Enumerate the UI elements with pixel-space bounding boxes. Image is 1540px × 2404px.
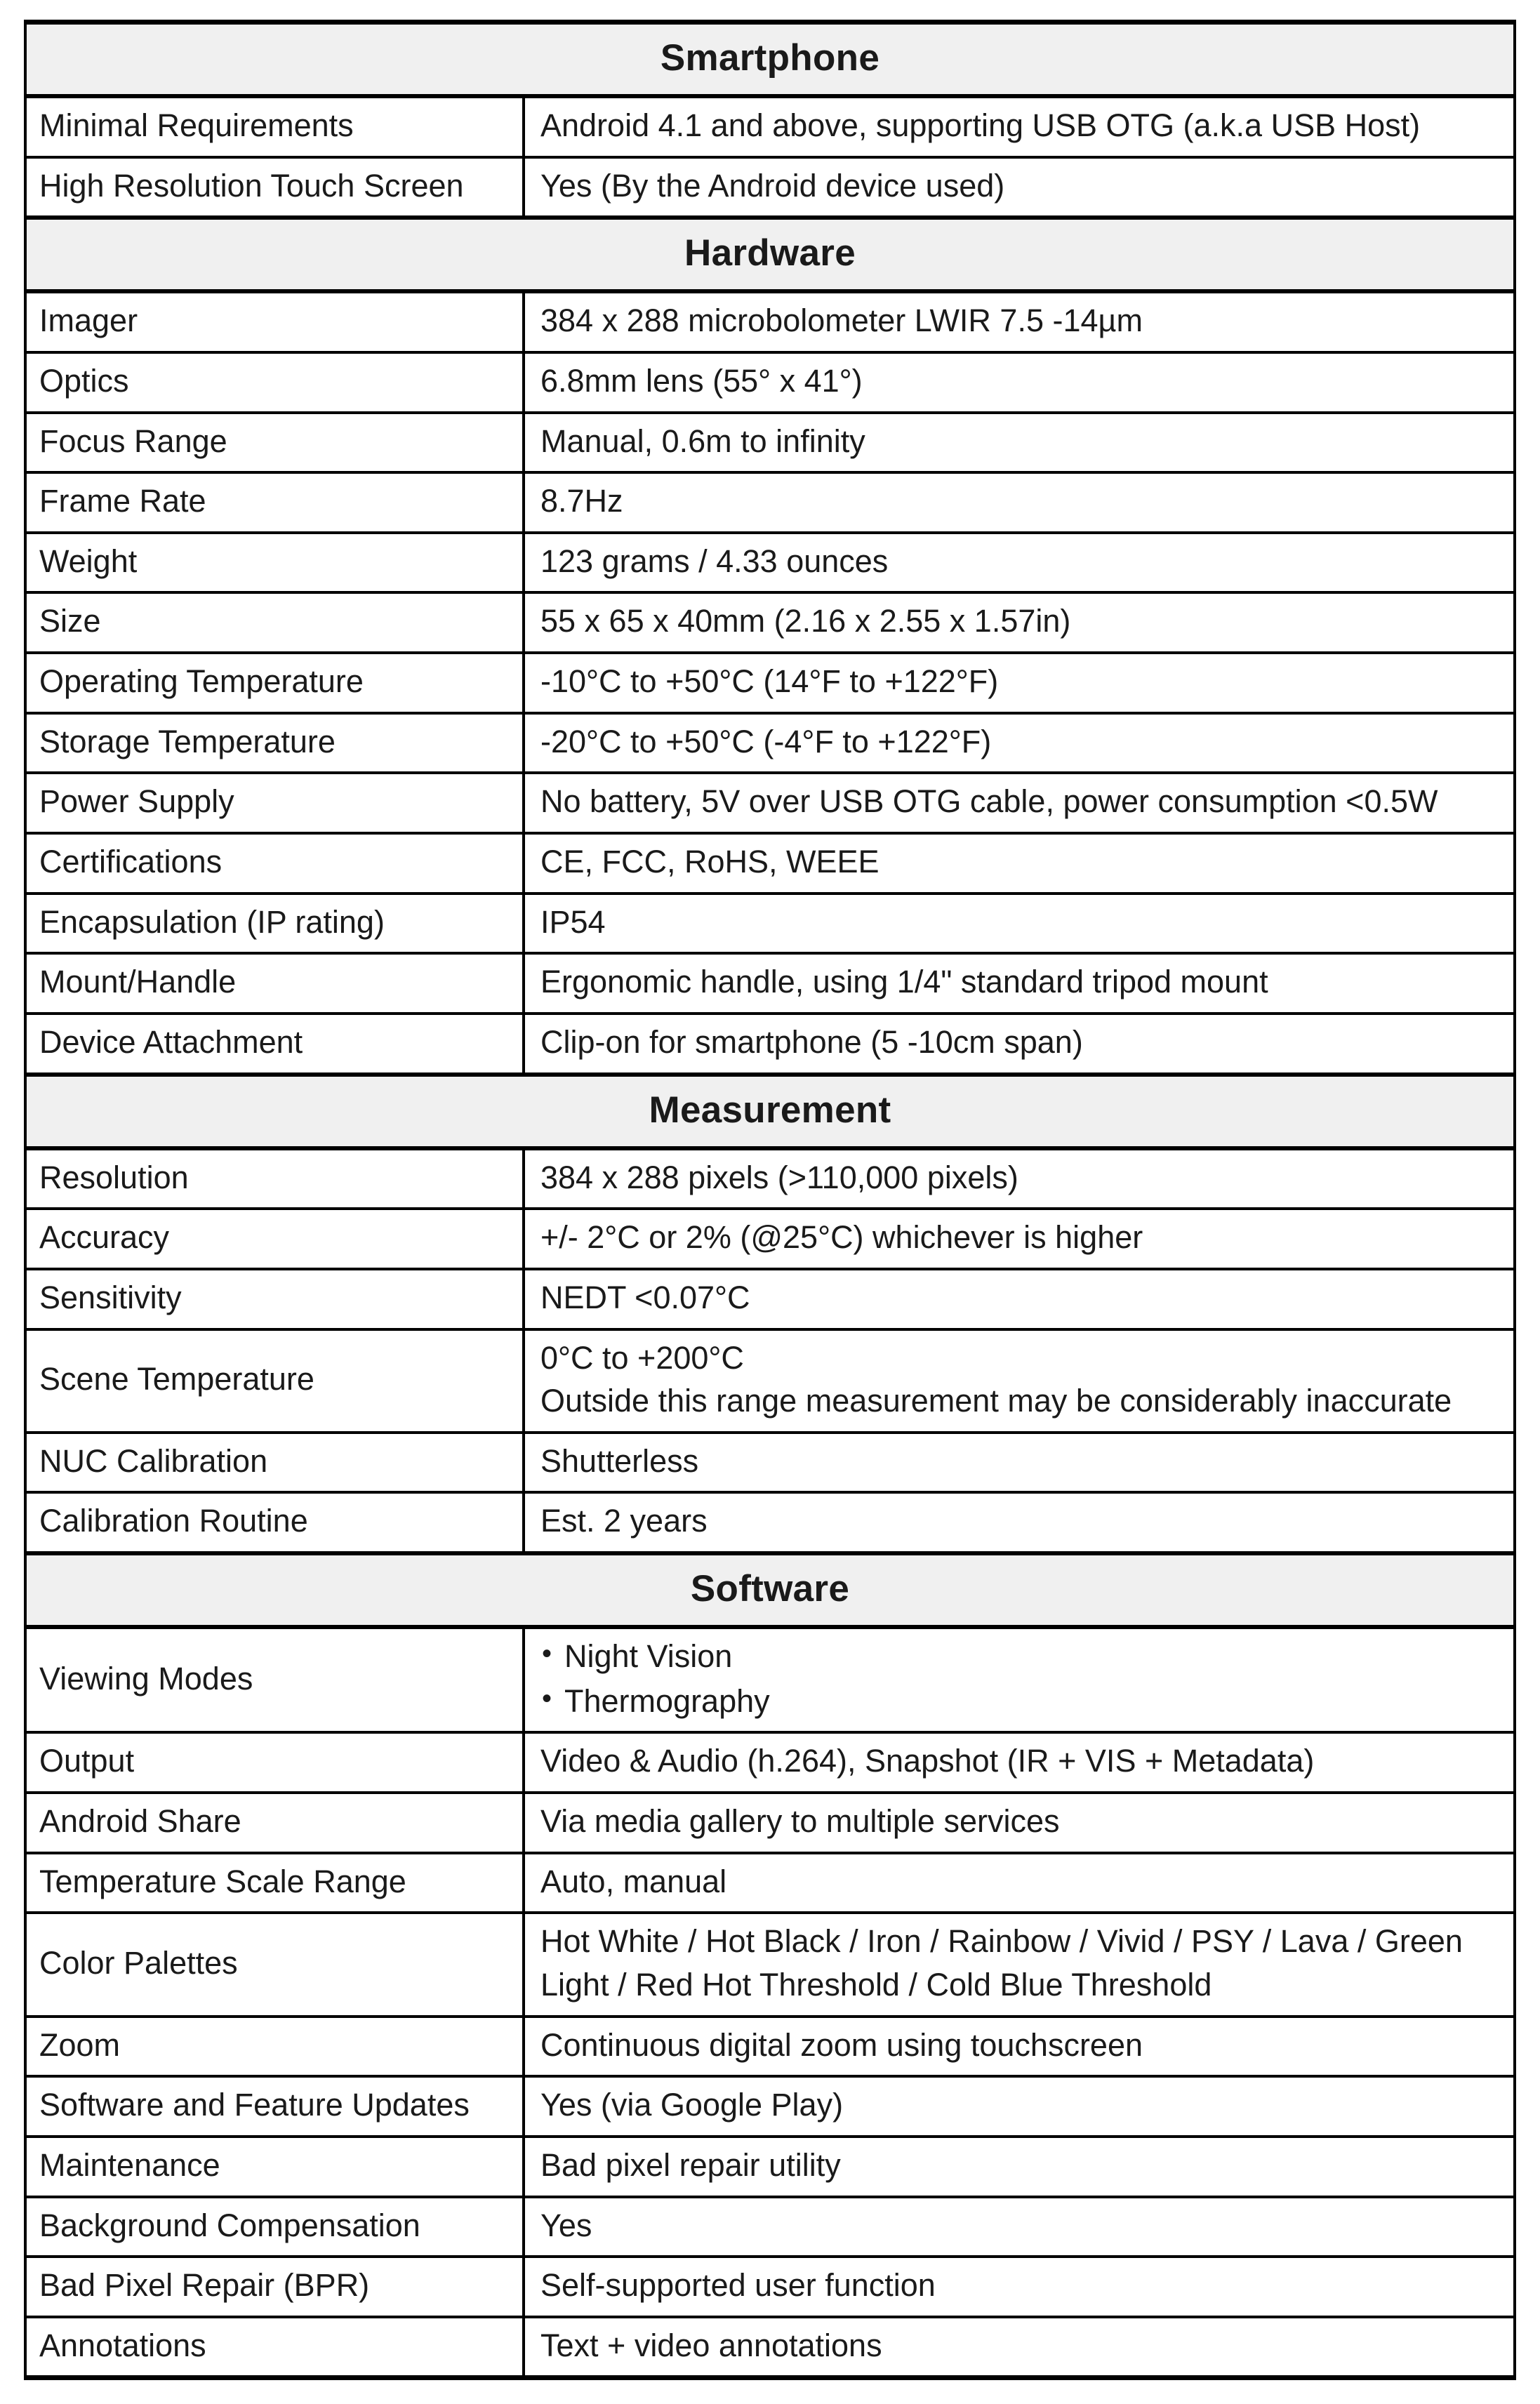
spec-label: Background Compensation — [25, 2197, 524, 2257]
spec-label: Viewing Modes — [25, 1627, 524, 1732]
table-row — [25, 1148, 1515, 1209]
spec-value-multiline — [540, 1923, 1502, 2003]
spec-value: CE, FCC, RoHS, WEEE — [524, 833, 1515, 894]
spec-value-line: Hot White / Hot Black / Iron / Rainbow / Vivid / PSY / Lava / Green — [540, 1923, 1463, 1960]
spec-label: Accuracy — [25, 1209, 524, 1269]
spec-value: Yes (By the Android device used) — [524, 157, 1515, 218]
section-header-software: Software — [25, 1553, 1515, 1627]
table-row — [25, 1209, 1515, 1269]
spec-value: Yes — [524, 2197, 1515, 2257]
spec-value: NEDT <0.07°C — [524, 1269, 1515, 1329]
table-row — [25, 713, 1515, 773]
specification-table — [24, 20, 1516, 2380]
table-row — [25, 96, 1515, 157]
spec-label: Zoom — [25, 2017, 524, 2077]
spec-label: Annotations — [25, 2317, 524, 2378]
table-row — [25, 1627, 1515, 1732]
spec-value: Est. 2 years — [524, 1492, 1515, 1553]
table-row — [25, 157, 1515, 218]
spec-value: Via media gallery to multiple services — [524, 1793, 1515, 1853]
section-header-smartphone: Smartphone — [25, 22, 1515, 97]
spec-value: Bad pixel repair utility — [524, 2137, 1515, 2197]
table-row — [25, 2197, 1515, 2257]
table-row — [25, 1853, 1515, 1913]
table-row — [25, 2257, 1515, 2317]
table-row — [25, 352, 1515, 413]
spec-label: Sensitivity — [25, 1269, 524, 1329]
spec-value: Text + video annotations — [540, 2327, 882, 2363]
spec-label: NUC Calibration — [25, 1433, 524, 1493]
section-header-row — [25, 1553, 1515, 1627]
table-row — [25, 1014, 1515, 1075]
spec-value: Manual, 0.6m to infinity — [524, 413, 1515, 473]
table-row — [25, 1793, 1515, 1853]
spec-label: Focus Range — [25, 413, 524, 473]
table-row — [25, 894, 1515, 954]
spec-value-line: Outside this range measurement may be considerably inaccurate — [540, 1383, 1452, 1419]
spec-label: Output — [25, 1732, 524, 1793]
table-row — [25, 2017, 1515, 2077]
spec-label: Minimal Requirements — [25, 96, 524, 157]
spec-label: Encapsulation (IP rating) — [25, 894, 524, 954]
spec-value: 55 x 65 x 40mm (2.16 x 2.55 x 1.57in) — [524, 592, 1515, 653]
spec-value — [524, 1913, 1515, 2016]
table-row — [25, 833, 1515, 894]
table-row — [25, 953, 1515, 1014]
spec-value: 384 x 288 pixels (>110,000 pixels) — [524, 1148, 1515, 1209]
spec-label: Weight — [25, 533, 524, 593]
table-row — [25, 413, 1515, 473]
spec-label: Color Palettes — [25, 1913, 524, 2016]
spec-value: Continuous digital zoom using touchscreen — [524, 2017, 1515, 2077]
spec-label: Bad Pixel Repair (BPR) — [25, 2257, 524, 2317]
spec-value: 8.7Hz — [524, 472, 1515, 533]
spec-label: Size — [25, 592, 524, 653]
spec-label: Software and Feature Updates — [25, 2076, 524, 2137]
spec-value: Shutterless — [524, 1433, 1515, 1493]
section-header-hardware: Hardware — [25, 218, 1515, 291]
spec-value: Ergonomic handle, using 1/4" standard tripod mount — [524, 953, 1515, 1014]
spec-value: -10°C to +50°C (14°F to +122°F) — [524, 653, 1515, 713]
spec-label: Resolution — [25, 1148, 524, 1209]
section-header-row — [25, 218, 1515, 291]
spec-value — [524, 1329, 1515, 1433]
spec-label: Storage Temperature — [25, 713, 524, 773]
spec-value: 123 grams / 4.33 ounces — [524, 533, 1515, 593]
spec-value: Yes (via Google Play) — [524, 2076, 1515, 2137]
table-row — [25, 472, 1515, 533]
list-item: • Night Vision — [540, 1638, 1502, 1675]
table-row — [25, 2076, 1515, 2137]
spec-label: Device Attachment — [25, 1014, 524, 1075]
section-header-row — [25, 1075, 1515, 1148]
table-row — [25, 1269, 1515, 1329]
spec-value: 6.8mm lens (55° x 41°) — [524, 352, 1515, 413]
section-header-measurement: Measurement — [25, 1075, 1515, 1148]
table-row — [25, 291, 1515, 352]
spec-label: Imager — [25, 291, 524, 352]
table-row — [25, 1492, 1515, 1553]
table-row — [25, 1433, 1515, 1493]
spec-value: No battery, 5V over USB OTG cable, power consumption <0.5W — [524, 773, 1515, 833]
spec-label: Android Share — [25, 1793, 524, 1853]
spec-label: Optics — [25, 352, 524, 413]
table-row — [25, 1732, 1515, 1793]
spec-value-line: 0°C to +200°C — [540, 1339, 744, 1376]
table-row — [25, 533, 1515, 593]
list-item: • Thermography — [540, 1683, 1502, 1720]
table-row — [25, 2317, 1515, 2378]
spec-label: Frame Rate — [25, 472, 524, 533]
spec-label: Operating Temperature — [25, 653, 524, 713]
spec-value: Android 4.1 and above, supporting USB OTG (a.k.a USB Host) — [524, 96, 1515, 157]
table-row — [25, 653, 1515, 713]
spec-value: IP54 — [524, 894, 1515, 954]
spec-value: +/- 2°C or 2% (@25°C) whichever is higher — [524, 1209, 1515, 1269]
spec-value: Auto, manual — [524, 1853, 1515, 1913]
spec-label: Power Supply — [25, 773, 524, 833]
spec-value: -20°C to +50°C (-4°F to +122°F) — [524, 713, 1515, 773]
table-row — [25, 1329, 1515, 1433]
table-row — [25, 2137, 1515, 2197]
table-row — [25, 1913, 1515, 2016]
spec-value-multiline — [540, 1340, 1502, 1420]
specification-table-body — [25, 22, 1515, 2378]
spec-value — [524, 1627, 1515, 1732]
spec-label: Calibration Routine — [25, 1492, 524, 1553]
spec-label: Maintenance — [25, 2137, 524, 2197]
spec-label: Mount/Handle — [25, 953, 524, 1014]
spec-value-bullet-list — [540, 1638, 1502, 1720]
spec-value: Clip-on for smartphone (5 -10cm span) — [524, 1014, 1515, 1075]
spec-label: Scene Temperature — [25, 1329, 524, 1433]
table-row — [25, 773, 1515, 833]
spec-label: Certifications — [25, 833, 524, 894]
table-row — [25, 592, 1515, 653]
section-header-row — [25, 22, 1515, 97]
spec-value-line: Light / Red Hot Threshold / Cold Blue Threshold — [540, 1966, 1212, 2003]
spec-value: 384 x 288 microbolometer LWIR 7.5 -14µm — [524, 291, 1515, 352]
spec-value: Self-supported user function — [524, 2257, 1515, 2317]
spec-label: High Resolution Touch Screen — [25, 157, 524, 218]
spec-label: Temperature Scale Range — [25, 1853, 524, 1913]
spec-value: Video & Audio (h.264), Snapshot (IR + VIS + Metadata) — [524, 1732, 1515, 1793]
